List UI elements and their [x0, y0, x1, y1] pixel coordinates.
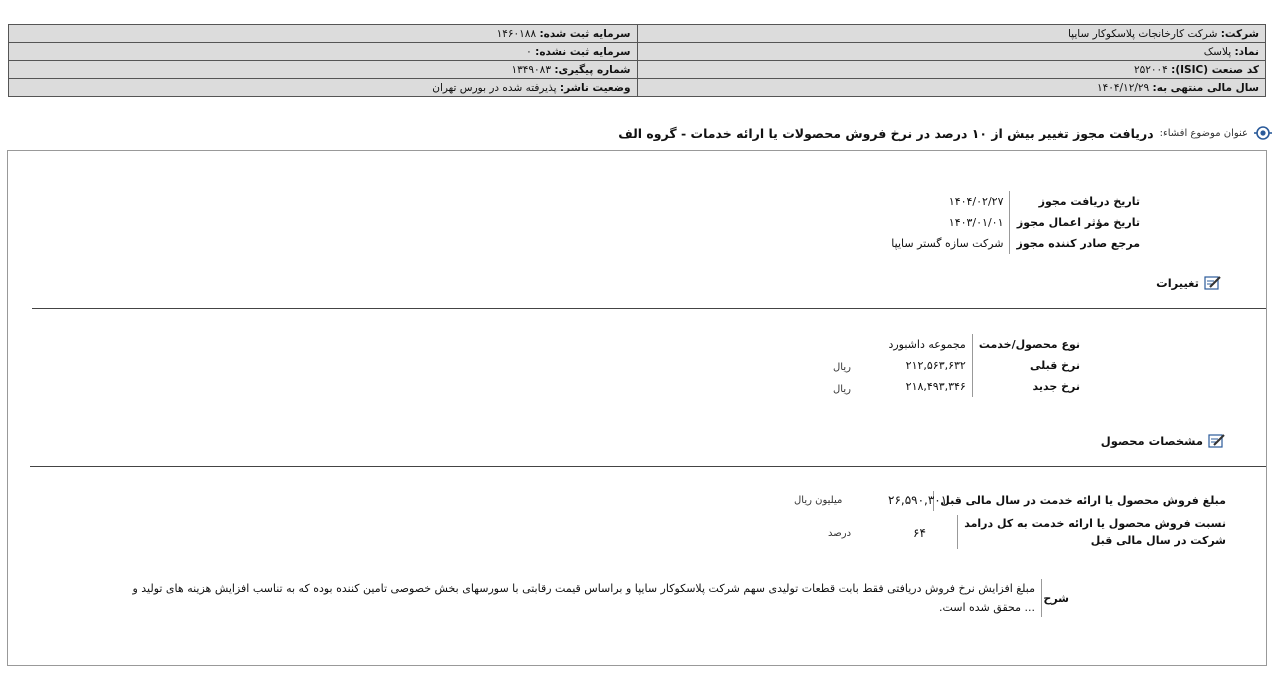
- product-type-row: نوع محصول/خدمت مجموعه داشبورد: [882, 334, 1080, 355]
- old-rate-row: نرخ قبلی ۲۱۲,۵۶۳,۶۳۲: [882, 355, 1080, 376]
- changes-divider: [32, 308, 1266, 309]
- publisher-status-value: پذیرفته شده در بورس تهران: [432, 81, 557, 94]
- sales-unit: میلیون ریال: [794, 495, 843, 506]
- issuer-row: مرجع صادر کننده مجوز شرکت سازه گستر سایپا: [885, 233, 1140, 254]
- fiscal-year-value: ۱۴۰۴/۱۲/۲۹: [1096, 81, 1150, 94]
- changes-section-title: تغییرات: [1156, 275, 1222, 291]
- isic-value: ۲۵۲۰۰۴: [1133, 63, 1168, 76]
- symbol-cell: نماد: پلاسک: [637, 43, 1266, 61]
- title-prefix: عنوان موضوع افشاء:: [1159, 127, 1248, 139]
- edit-icon: [1208, 433, 1226, 449]
- ratio-unit: درصد: [828, 528, 852, 539]
- issuer-value: شرکت سازه گستر سایپا: [891, 237, 1004, 250]
- registered-capital-value: ۱۴۶۰۱۸۸: [496, 27, 537, 40]
- unregistered-capital-cell: سرمایه ثبت نشده: ۰: [9, 43, 638, 61]
- effective-date-row: تاریخ مؤثر اعمال مجوز ۱۴۰۳/۰۱/۰۱: [885, 212, 1140, 233]
- old-rate-unit: ریال: [833, 362, 851, 373]
- permit-table: [885, 191, 1140, 254]
- effective-date-value: ۱۴۰۳/۰۱/۰۱: [948, 216, 1004, 229]
- title-text: دریافت مجوز تغییر بیش از ۱۰ درصد در نرخ فروش محصولات یا ارائه خدمات - گروه الف: [618, 125, 1154, 141]
- disclosure-title: [618, 124, 1272, 142]
- unregistered-capital-value: ۰: [526, 45, 532, 58]
- registered-capital-cell: سرمایه ثبت شده: ۱۴۶۰۱۸۸: [9, 25, 638, 43]
- tracking-cell: شماره پیگیری: ۱۳۴۹۰۸۳: [9, 61, 638, 79]
- product-divider: [30, 466, 1266, 467]
- symbol-value: پلاسک: [1203, 45, 1232, 58]
- new-rate-unit: ریال: [833, 384, 851, 395]
- description-label: شرح: [1043, 592, 1069, 605]
- receive-date-value: ۱۴۰۴/۰۲/۲۷: [948, 195, 1004, 208]
- isic-cell: کد صنعت (ISIC): ۲۵۲۰۰۴: [637, 61, 1266, 79]
- tracking-value: ۱۳۴۹۰۸۳: [511, 63, 551, 76]
- edit-icon: [1204, 275, 1222, 291]
- company-value: شرکت کارخانجات پلاسکوکار سایپا: [1067, 27, 1218, 40]
- sales-label: مبلغ فروش محصول یا ارائه خدمت در سال مالی قبل: [933, 491, 1226, 511]
- content-box: [7, 150, 1267, 666]
- sales-value: ۲۶,۵۹۰,۳۰۱: [888, 493, 948, 507]
- publisher-status-cell: وضعیت ناشر: پذیرفته شده در بورس تهران: [9, 79, 638, 97]
- target-icon: [1254, 124, 1272, 142]
- ratio-label: نسبت فروش محصول یا ارائه خدمت به کل درامد شرکت در سال مالی قبل: [957, 515, 1226, 549]
- ratio-value: ۶۴: [913, 526, 926, 540]
- company-info-table: [8, 24, 1266, 97]
- company-cell: شرکت: شرکت کارخانجات پلاسکوکار سایپا: [637, 25, 1266, 43]
- product-section-title: مشخصات محصول: [1101, 433, 1226, 449]
- changes-table: [882, 334, 1080, 397]
- new-rate-row: نرخ جدید ۲۱۸,۴۹۳,۳۴۶: [882, 376, 1080, 397]
- fiscal-year-cell: سال مالی منتهی به: ۱۴۰۴/۱۲/۲۹: [637, 79, 1266, 97]
- receive-date-row: تاریخ دریافت مجوز ۱۴۰۴/۰۲/۲۷: [885, 191, 1140, 212]
- old-rate-value: ۲۱۲,۵۶۳,۶۳۲: [905, 359, 966, 372]
- new-rate-value: ۲۱۸,۴۹۳,۳۴۶: [905, 380, 966, 393]
- description-text: مبلغ افزایش نرخ فروش دریافتی فقط بابت قطعات تولیدی سهم شرکت پلاسکوکار سایپا و براساس قیمت رقابتی با سورسهای بخش خصوصی تامین کننده بوده که به تناسب افزایش هزینه های تولید و ... محقق شده است.: [35, 579, 1042, 617]
- product-type-value: مجموعه داشبورد: [888, 338, 966, 351]
